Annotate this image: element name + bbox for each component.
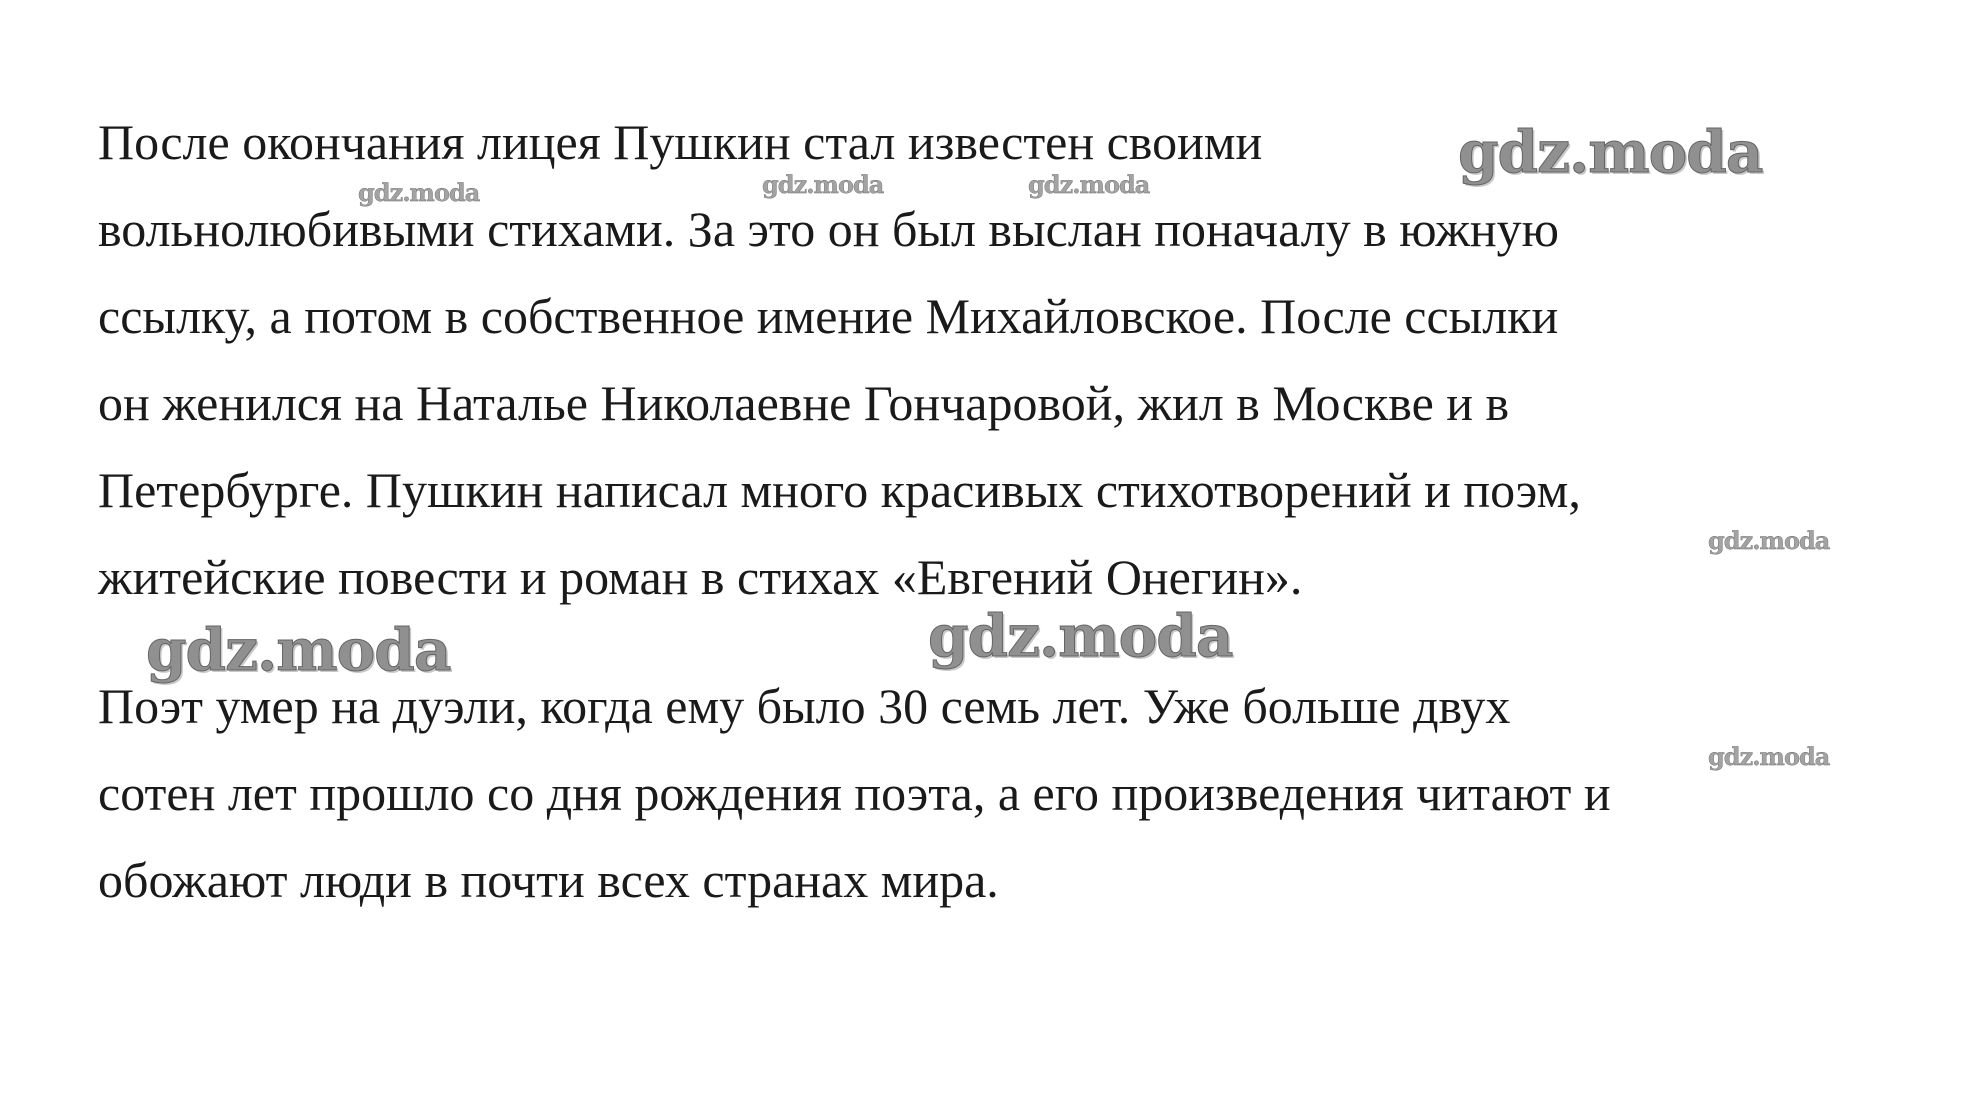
paragraph-line: обожают люди в почти всех странах мира.: [98, 852, 999, 908]
paragraph-line: Петербурге. Пушкин написал много красивых стихотворений и поэм,: [98, 462, 1581, 518]
watermark: gdz.moda: [358, 178, 480, 207]
paragraph-line: ссылку, а потом в собственное имение Михайловское. После ссылки: [98, 288, 1559, 344]
paragraph-line: вольнолюбивыми стихами. За это он был выслан поначалу в южную: [98, 201, 1560, 257]
watermark: gdz.moda: [146, 616, 451, 684]
paragraph-line: житейские повести и роман в стихах «Евгений Онегин».: [98, 549, 1303, 605]
paragraph-line: сотен лет прошло со дня рождения поэта, а его произведения читают и: [98, 765, 1611, 821]
watermark: gdz.moda: [762, 170, 884, 199]
paragraph-line: После окончания лицея Пушкин стал известен своими: [98, 114, 1263, 170]
paragraph-line: он женился на Наталье Николаевне Гончаровой, жил в Москве и в: [98, 375, 1510, 431]
watermark: gdz.moda: [928, 602, 1233, 670]
watermark: gdz.moda: [1708, 526, 1830, 555]
watermark: gdz.moda: [1028, 170, 1150, 199]
paragraph-line: Поэт умер на дуэли, когда ему было 30 семь лет. Уже больше двух: [98, 678, 1511, 734]
watermark: gdz.moda: [1708, 742, 1830, 771]
watermark: gdz.moda: [1458, 118, 1763, 186]
